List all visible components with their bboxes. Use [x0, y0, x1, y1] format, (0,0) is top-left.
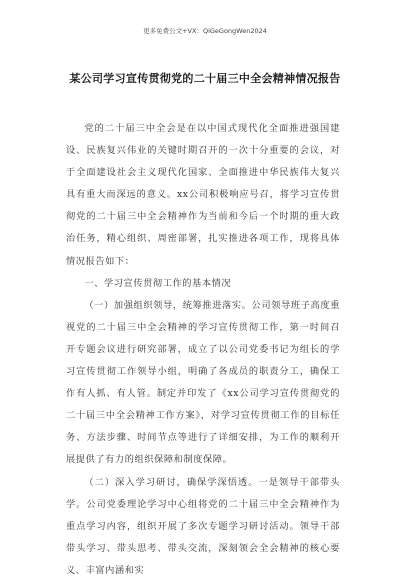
- section-heading: 一、学习宣传贯彻工作的基本情况: [84, 277, 232, 289]
- intro-paragraph: 党的二十届三中全会是在以中国式现代化全面推进强国建设、民族复兴伟业的关键时期召开的一次十分重要的会议，对于全面建设社会主义现代化国家、全面推进中华民族伟大复兴具有重大而深远的意义。xx公司积极响应号召，将学习宣传贯彻党的二十届三中全会精神作为当前和今后一个时期的重大政治任务，精心组织、周密部署，扎实推进各项工作，现将具体情况报告如下：: [66, 123, 340, 267]
- document-title: 某公司学习宣传贯彻党的二十届三中全会精神情况报告: [69, 72, 341, 85]
- source-banner: 更多免费公文+VX：QiGeGongWen2024: [143, 27, 267, 35]
- body-paragraph: （二）深入学习研讨，确保学深悟透。一是领导干部带头学。公司党委理论学习中心组将党的二十届三中全会精神作为重点学习内容，组织开展了多次专题学习研讨活动。领导干部带头学习、带头思考、带头交流，深刻领会全会精神的核心要义、丰富内涵和实: [66, 476, 340, 576]
- body-paragraph: （一）加强组织领导，统筹推进落实。公司领导班子高度重视党的二十届三中全会精神的学习宣传贯彻工作，第一时间召开专题会议进行研究部署，成立了以公司党委书记为组长的学习宣传贯彻工作领导小组，明确了各成员的职责分工，确保工作有人抓、有人管。制定并印发了《xx公司学习宣传贯彻党的二十届三中全会精神工作方案》，对学习宣传贯彻工作的目标任务、方法步骤、时间节点等进行了详细安排，为工作的顺利开展提供了有力的组织保障和制度保障。: [66, 299, 340, 466]
- document-body: [66, 118, 340, 582]
